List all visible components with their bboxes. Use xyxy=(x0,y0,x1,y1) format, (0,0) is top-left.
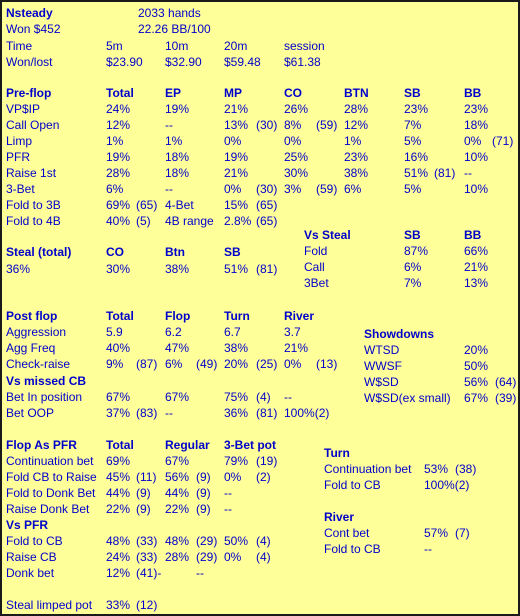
stat-cell: 0% xyxy=(224,134,242,148)
stat-count: (5) xyxy=(136,214,151,228)
stat-cell: 47% xyxy=(165,341,190,355)
period-session: session xyxy=(284,39,325,53)
stat-cell: 69% xyxy=(106,454,131,468)
stat-cell: 21% xyxy=(224,166,249,180)
vs-steal-title: Vs Steal xyxy=(304,228,351,242)
stat-cell: 79% xyxy=(224,454,249,468)
stat-count: (81) xyxy=(256,262,278,276)
stat-cell: 23% xyxy=(464,102,489,116)
stat-cell: 10% xyxy=(464,150,489,164)
stat-label: Fold to 3B xyxy=(6,198,61,212)
col-header: Turn xyxy=(224,309,250,323)
stat-cell: 7% xyxy=(404,276,422,290)
stat-cell: 66% xyxy=(464,244,489,258)
stat-cell: 67% xyxy=(165,454,190,468)
stat-count: (65) xyxy=(136,198,158,212)
stat-cell: 30% xyxy=(284,166,309,180)
stat-label: Fold to CB xyxy=(6,534,63,548)
stat-count: (9) xyxy=(136,502,151,516)
col-header: Total xyxy=(106,86,134,100)
stat-cell: 56% xyxy=(464,375,489,389)
stat-cell: 15% xyxy=(224,198,249,212)
stat-cell: 40% xyxy=(106,214,131,228)
stat-cell: 23% xyxy=(344,150,369,164)
stat-cell: 38% xyxy=(224,341,249,355)
stat-cell: -- xyxy=(464,166,472,180)
stat-cell: 13% xyxy=(224,118,249,132)
stat-cell: 38% xyxy=(344,166,369,180)
stat-count: (19) xyxy=(256,454,278,468)
stat-count: (59) xyxy=(316,182,338,196)
stat-count: (71) xyxy=(492,134,514,148)
stat-cell: 6.2 xyxy=(165,325,182,339)
stat-cell: 8% xyxy=(284,118,302,132)
stat-label: PFR xyxy=(6,150,30,164)
preflop-title: Pre-flop xyxy=(6,86,52,100)
wonlost-label: Won/lost xyxy=(6,55,53,69)
stat-count: (33) xyxy=(136,534,158,548)
stat-cell: 5.9 xyxy=(106,325,123,339)
missed-cb-title: Vs missed CB xyxy=(6,374,87,388)
turn-title: Turn xyxy=(324,446,350,460)
stat-cell: 37% xyxy=(106,406,131,420)
stat-cell: 18% xyxy=(165,150,190,164)
bb-rate: 22.26 BB/100 xyxy=(138,22,211,36)
stat-label: W$SD xyxy=(364,375,399,389)
stat-cell: 19% xyxy=(165,102,190,116)
river-title: River xyxy=(324,510,355,524)
stat-cell: 24% xyxy=(106,550,131,564)
stat-cell: 6% xyxy=(106,182,124,196)
stat-cell: 28% xyxy=(165,550,190,564)
stat-label: Cont bet xyxy=(324,526,370,540)
stat-cell: 1% xyxy=(106,134,124,148)
stat-cell: 0% xyxy=(224,182,242,196)
stat-count: (4) xyxy=(256,550,271,564)
stat-count: (83) xyxy=(136,406,158,420)
stat-cell: 36% xyxy=(6,262,31,276)
stat-cell: 56% xyxy=(165,470,190,484)
stat-label: W$SD(ex small) xyxy=(364,391,451,405)
stat-cell: 38% xyxy=(165,262,190,276)
stat-cell: 51% xyxy=(224,262,249,276)
stat-cell: 23% xyxy=(404,102,429,116)
stat-cell: 6% xyxy=(165,357,183,371)
stat-label: 4B range xyxy=(165,214,214,228)
col-header: BB xyxy=(464,86,482,100)
stat-cell: 67% xyxy=(464,391,489,405)
col-header: Flop xyxy=(165,309,191,323)
stat-cell: -- xyxy=(424,542,432,556)
col-header: Total xyxy=(106,438,134,452)
stat-cell: 75% xyxy=(224,390,249,404)
stat-label: Continuation bet xyxy=(324,462,412,476)
stat-cell: 0% xyxy=(284,134,302,148)
stat-cell: 50% xyxy=(224,534,249,548)
stat-cell: 22% xyxy=(106,502,131,516)
stat-cell: 100%(2) xyxy=(284,406,330,420)
wonlost-10m: $32.90 xyxy=(165,55,202,69)
showdowns-title: Showdowns xyxy=(364,327,434,341)
stat-cell: 24% xyxy=(106,102,131,116)
stat-cell: 51% xyxy=(404,166,429,180)
time-label: Time xyxy=(6,39,33,53)
stat-cell: -- xyxy=(224,502,232,516)
stat-cell: 9% xyxy=(106,357,124,371)
stat-label: Fold to 4B xyxy=(6,214,61,228)
stat-cell: 21% xyxy=(464,260,489,274)
stat-count: (39) xyxy=(495,391,517,405)
stat-cell: 50% xyxy=(464,359,489,373)
stat-count: (29) xyxy=(196,534,218,548)
postflop-title: Post flop xyxy=(6,309,58,323)
stat-label: Fold to CB xyxy=(324,478,381,492)
stat-cell: 3% xyxy=(284,182,302,196)
stat-count: (81) xyxy=(434,166,456,180)
stat-label: Fold to Donk Bet xyxy=(6,486,96,500)
stat-label: Bet In position xyxy=(6,390,83,404)
stat-cell: 12% xyxy=(106,566,131,580)
stat-cell: 0% xyxy=(224,470,242,484)
stat-label: Check-raise xyxy=(6,357,71,371)
stat-count: (12) xyxy=(136,598,158,612)
stat-count: (11) xyxy=(136,470,157,484)
stat-cell: 5% xyxy=(404,134,422,148)
stat-cell: -- xyxy=(196,566,204,580)
stat-label: Limp xyxy=(6,134,33,148)
stat-label: Call Open xyxy=(6,118,60,132)
stat-label: Donk bet xyxy=(6,566,55,580)
stat-cell: 21% xyxy=(224,102,249,116)
stat-count: (9) xyxy=(196,470,211,484)
stat-cell: 0% xyxy=(224,550,242,564)
stat-label: Raise CB xyxy=(6,550,57,564)
stat-count: (25) xyxy=(256,357,278,371)
steal-total-title: Steal (total) xyxy=(6,245,72,259)
stat-count: (81) xyxy=(256,406,278,420)
stat-count: (64) xyxy=(495,375,517,389)
won-amount: Won $452 xyxy=(6,22,61,36)
stat-cell: 48% xyxy=(106,534,131,548)
col-header: EP xyxy=(165,86,182,100)
period-10m: 10m xyxy=(165,39,189,53)
stat-cell: 44% xyxy=(106,486,131,500)
stat-cell: 13% xyxy=(464,276,489,290)
col-header: CO xyxy=(106,245,124,259)
stat-count: (30) xyxy=(256,118,278,132)
stat-cell: 18% xyxy=(464,118,489,132)
player-name: Nsteady xyxy=(6,6,53,20)
stat-count: (4) xyxy=(256,534,271,548)
stat-count: (4) xyxy=(256,390,271,404)
stat-label: Fold CB to Raise xyxy=(6,470,97,484)
stat-label: Fold to CB xyxy=(324,542,381,556)
stat-cell: 0% xyxy=(284,357,302,371)
stat-cell: 69% xyxy=(106,198,131,212)
stat-cell: 67% xyxy=(165,390,190,404)
stat-label: WWSF xyxy=(364,359,402,373)
stat-cell: 100%(2) xyxy=(424,478,470,492)
stat-cell: 7% xyxy=(404,118,422,132)
stat-label: WTSD xyxy=(364,343,400,357)
stat-cell: 20% xyxy=(464,343,489,357)
stat-count: (33) xyxy=(136,550,158,564)
stat-label: Raise 1st xyxy=(6,166,57,180)
stat-cell: -- xyxy=(165,182,173,196)
stat-label: 3-Bet xyxy=(6,182,35,196)
stat-cell: 19% xyxy=(224,150,249,164)
stat-cell: 10% xyxy=(464,182,489,196)
col-header: Total xyxy=(106,309,134,323)
wonlost-session: $61.38 xyxy=(284,55,321,69)
stat-cell: 45% xyxy=(106,470,131,484)
stat-cell: 18% xyxy=(165,166,190,180)
stat-cell: 36% xyxy=(224,406,249,420)
stat-count: (9) xyxy=(196,486,211,500)
stat-label: Aggression xyxy=(6,325,67,339)
wonlost-5m: $23.90 xyxy=(106,55,143,69)
stat-cell: 22% xyxy=(165,502,190,516)
stat-cell: 87% xyxy=(404,244,429,258)
stat-count: (2) xyxy=(256,470,271,484)
stat-cell: 40% xyxy=(106,341,131,355)
stat-label: 4-Bet xyxy=(165,198,194,212)
stat-cell: 21% xyxy=(284,341,309,355)
stat-cell: 19% xyxy=(106,150,131,164)
stat-cell: 2.8% xyxy=(224,214,252,228)
stat-cell: 44% xyxy=(165,486,190,500)
stat-count: (30) xyxy=(256,182,278,196)
stat-cell: 28% xyxy=(344,102,369,116)
stat-cell: 25% xyxy=(284,150,309,164)
stat-label: Raise Donk Bet xyxy=(6,502,90,516)
stat-label: Bet OOP xyxy=(6,406,55,420)
stat-label: Fold xyxy=(304,244,328,258)
col-header: BTN xyxy=(344,86,369,100)
stat-count: (49) xyxy=(196,357,218,371)
stat-cell: 30% xyxy=(106,262,131,276)
stat-count: (87) xyxy=(136,357,158,371)
stat-count: (9) xyxy=(196,502,211,516)
period-20m: 20m xyxy=(224,39,248,53)
wonlost-20m: $59.48 xyxy=(224,55,261,69)
col-header: Btn xyxy=(165,245,185,259)
stat-cell: 16% xyxy=(404,150,429,164)
stat-cell: -- xyxy=(165,406,173,420)
stat-label: Continuation bet xyxy=(6,454,94,468)
stat-count: (9) xyxy=(136,486,151,500)
stat-cell: 6% xyxy=(344,182,362,196)
stat-count: (13) xyxy=(316,357,338,371)
stat-label: Call xyxy=(304,260,325,274)
col-header: SB xyxy=(404,228,421,242)
stat-cell: 67% xyxy=(106,390,131,404)
stat-cell: 48% xyxy=(165,534,190,548)
stat-label: Steal limped pot xyxy=(6,598,93,612)
col-header: CO xyxy=(284,86,302,100)
vs-pfr-title: Vs PFR xyxy=(6,518,49,532)
stat-cell: -- xyxy=(224,486,232,500)
col-header: SB xyxy=(404,86,421,100)
stat-cell: 53% xyxy=(424,462,449,476)
stat-cell: 0% xyxy=(464,134,482,148)
stat-cell: 1% xyxy=(165,134,183,148)
stat-label: Agg Freq xyxy=(6,341,56,355)
stat-count: (41)- xyxy=(136,566,162,580)
stat-count: (65) xyxy=(256,214,278,228)
col-header: BB xyxy=(464,228,482,242)
stat-cell: 6% xyxy=(404,260,422,274)
stat-count: (7) xyxy=(455,526,470,540)
stat-label: 3Bet xyxy=(304,276,329,290)
stat-label: VP$IP xyxy=(6,102,41,116)
stat-count: (59) xyxy=(316,118,338,132)
stat-cell: 57% xyxy=(424,526,449,540)
col-header: SB xyxy=(224,245,241,259)
stat-count: (65) xyxy=(256,198,278,212)
period-5m: 5m xyxy=(106,39,123,53)
stat-count: (29) xyxy=(196,550,218,564)
col-header: 3-Bet pot xyxy=(224,438,276,452)
stat-cell: -- xyxy=(284,390,292,404)
stat-cell: 6.7 xyxy=(224,325,241,339)
stat-cell: 33% xyxy=(106,598,131,612)
stat-cell: 5% xyxy=(404,182,422,196)
stat-cell: 20% xyxy=(224,357,249,371)
col-header: Regular xyxy=(165,438,210,452)
stat-cell: 26% xyxy=(284,102,309,116)
stat-cell: 12% xyxy=(344,118,369,132)
col-header: MP xyxy=(224,86,242,100)
flop-as-pfr-title: Flop As PFR xyxy=(6,438,77,452)
stat-cell: -- xyxy=(165,118,173,132)
stat-count: (38) xyxy=(455,462,477,476)
hands-count: 2033 hands xyxy=(138,6,201,20)
stat-cell: 28% xyxy=(106,166,131,180)
col-header: River xyxy=(284,309,315,323)
stat-cell: 1% xyxy=(344,134,362,148)
stat-cell: 12% xyxy=(106,118,131,132)
stat-cell: 3.7 xyxy=(284,325,301,339)
